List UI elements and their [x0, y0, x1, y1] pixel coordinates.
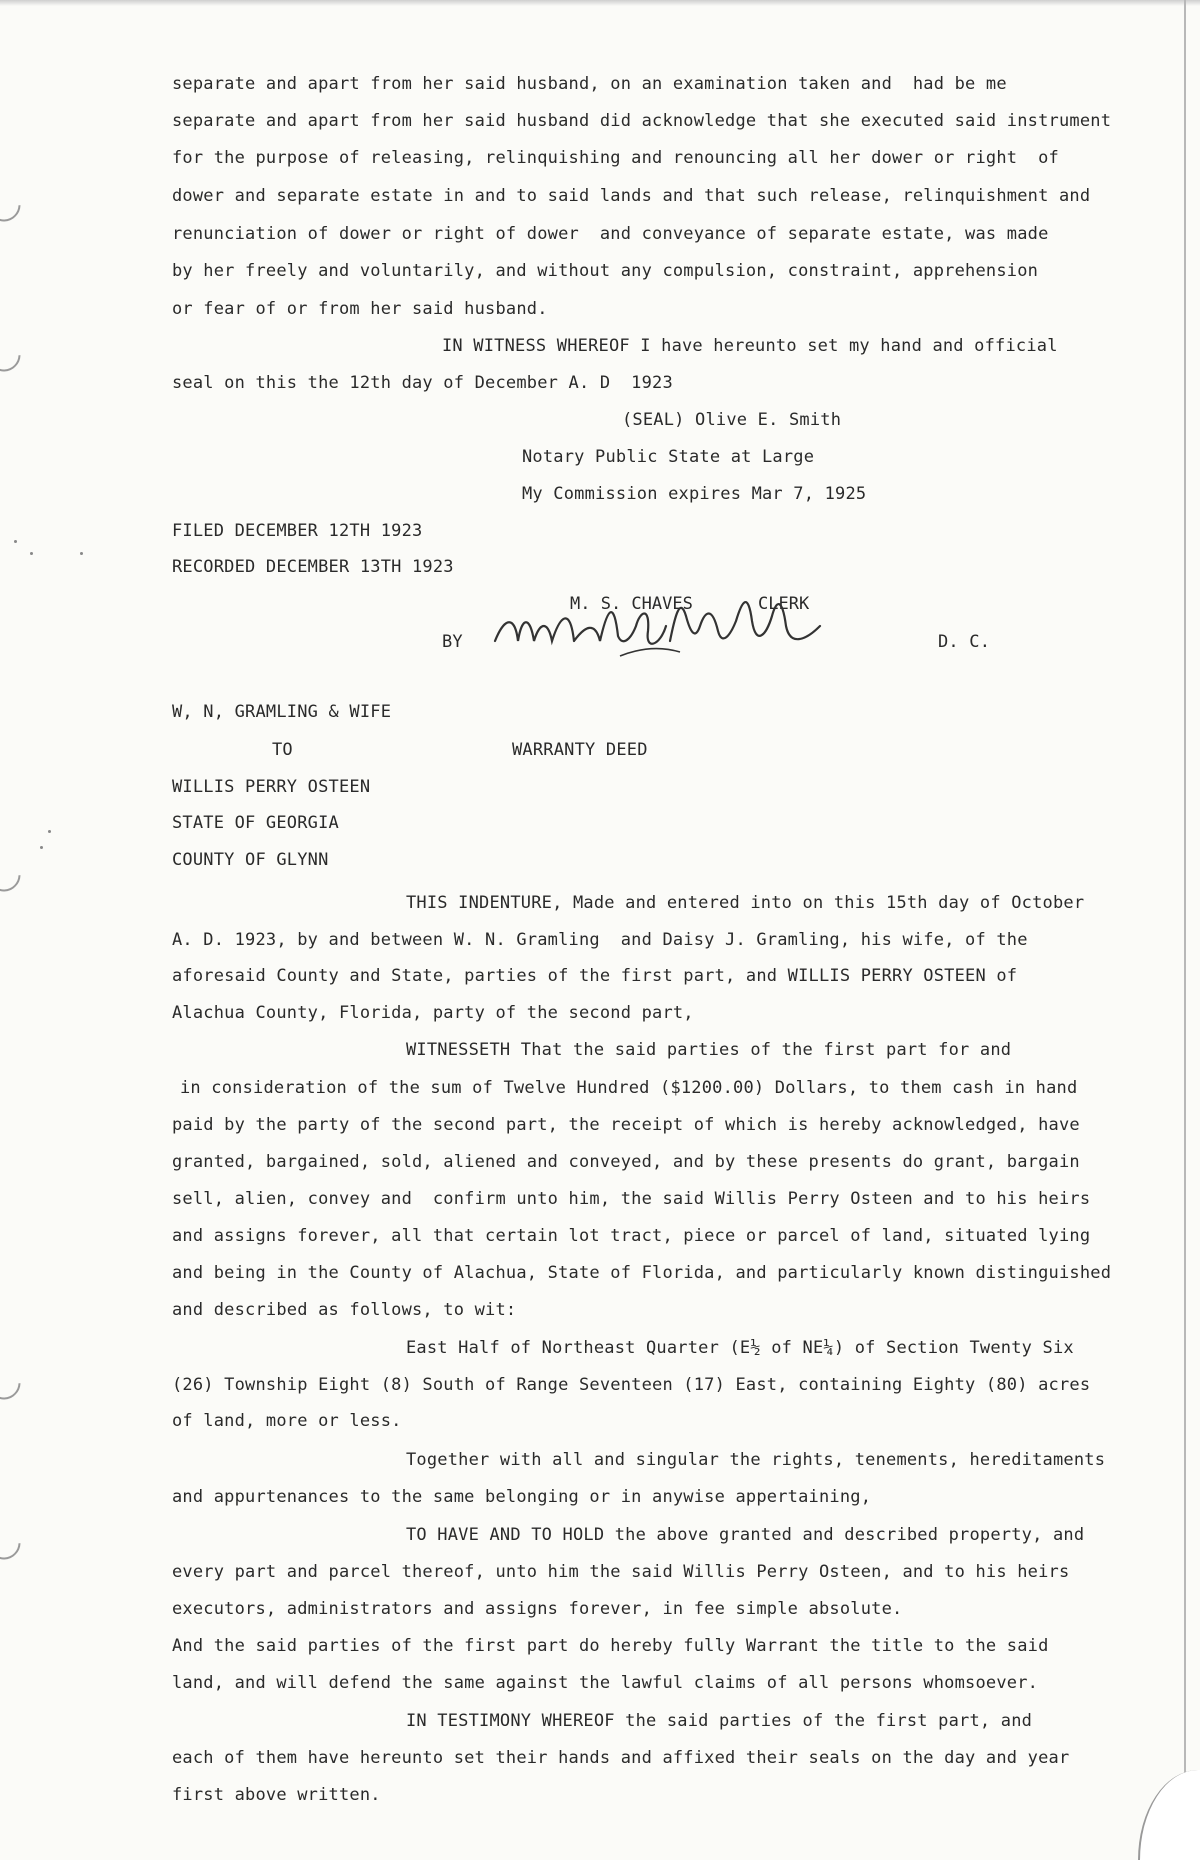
testimony-line: IN TESTIMONY WHEREOF the said parties of the first part, and: [406, 1711, 1033, 1731]
legal-description-line: of land, more or less.: [172, 1411, 402, 1431]
witnesseth-line: and described as follows, to wit:: [172, 1300, 517, 1320]
grantee-heading: WILLIS PERRY OSTEEN: [172, 777, 371, 797]
scan-speck: [40, 846, 43, 849]
grantor-heading: W, N, GRAMLING & WIFE: [172, 702, 392, 722]
appurtenances-line: and appurtenances to the same belonging or in anywise appertaining,: [172, 1487, 872, 1507]
legal-description-line: (26) Township Eight (8) South of Range Seventeen (17) East, containing Eighty (80) acres: [172, 1375, 1091, 1395]
witness-date: seal on this the 12th day of December A. D 1923: [172, 373, 673, 393]
county-heading: COUNTY OF GLYNN: [172, 850, 329, 870]
punch-hole-mark: [0, 184, 27, 228]
testimony-line: each of them have hereunto set their hands and affixed their seals on the day and year: [172, 1748, 1070, 1768]
witnesseth-line: and assigns forever, all that certain lot tract, piece or parcel of land, situated lying: [172, 1226, 1091, 1246]
witness-clause: IN WITNESS WHEREOF I have hereunto set my hand and official: [442, 336, 1058, 356]
to-label: TO: [272, 740, 293, 760]
punch-hole-mark: [0, 1522, 27, 1566]
witnesseth-line: paid by the party of the second part, the receipt of which is hereby acknowledged, have: [172, 1115, 1080, 1135]
habendum-line: executors, administrators and assigns forever, in fee simple absolute.: [172, 1599, 903, 1619]
appurtenances-line: Together with all and singular the rights, tenements, hereditaments: [406, 1450, 1106, 1470]
acknowledgment-line: for the purpose of releasing, relinquishing and renouncing all her dower or right of: [172, 148, 1059, 168]
notary-title: Notary Public State at Large: [522, 447, 815, 467]
witnesseth-line: in consideration of the sum of Twelve Hundred ($1200.00) Dollars, to them cash in hand: [180, 1078, 1078, 1098]
scan-speck: [48, 830, 51, 833]
scan-speck: [30, 552, 33, 555]
witnesseth-line: sell, alien, convey and confirm unto him, the said Willis Perry Osteen and to his heirs: [172, 1189, 1091, 1209]
witnesseth-line: granted, bargained, sold, aliened and conveyed, and by these presents do grant, bargain: [172, 1152, 1080, 1172]
by-label: BY: [442, 632, 463, 652]
habendum-line: TO HAVE AND TO HOLD the above granted and described property, and: [406, 1525, 1085, 1545]
acknowledgment-line: separate and apart from her said husband, on an examination taken and had be me: [172, 74, 1007, 94]
page-right-edge: [1184, 0, 1186, 1860]
witnesseth-line: WITNESSETH That the said parties of the first part for and: [406, 1040, 1012, 1060]
legal-description-line: East Half of Northeast Quarter (E½ of NE¼) of Section Twenty Six: [406, 1338, 1074, 1358]
scan-speck: [80, 552, 83, 555]
acknowledgment-line: or fear of or from her said husband.: [172, 299, 548, 319]
handwritten-signature: [490, 586, 830, 670]
acknowledgment-line: dower and separate estate in and to said lands and that such release, relinquishment and: [172, 186, 1091, 206]
deed-type: WARRANTY DEED: [512, 740, 648, 760]
notary-signature: (SEAL) Olive E. Smith: [622, 410, 842, 430]
notary-commission: My Commission expires Mar 7, 1925: [522, 484, 867, 504]
clerk-name: M. S. CHAVES: [570, 594, 693, 614]
indenture-line: THIS INDENTURE, Made and entered into on this 15th day of October: [406, 893, 1085, 913]
habendum-line: every part and parcel thereof, unto him the said Willis Perry Osteen, and to his heirs: [172, 1562, 1070, 1582]
punch-hole-mark: [0, 1362, 27, 1406]
deputy-clerk-label: D. C.: [938, 632, 991, 652]
acknowledgment-line: separate and apart from her said husband did acknowledge that she executed said instrument: [172, 111, 1112, 131]
recorded-date: RECORDED DECEMBER 13TH 1923: [172, 557, 454, 577]
indenture-line: A. D. 1923, by and between W. N. Gramling and Daisy J. Gramling, his wife, of the: [172, 930, 1028, 950]
witnesseth-line: and being in the County of Alachua, State of Florida, and particularly known distinguished: [172, 1263, 1112, 1283]
indenture-line: aforesaid County and State, parties of the first part, and WILLIS PERRY OSTEEN of: [172, 966, 1018, 986]
state-heading: STATE OF GEORGIA: [172, 813, 339, 833]
punch-hole-mark: [0, 854, 27, 898]
acknowledgment-line: by her freely and voluntarily, and without any compulsion, constraint, apprehension: [172, 261, 1039, 281]
clerk-title: CLERK: [758, 594, 810, 614]
indenture-line: Alachua County, Florida, party of the second part,: [172, 1003, 694, 1023]
filed-date: FILED DECEMBER 12TH 1923: [172, 521, 423, 541]
warranty-line: land, and will defend the same against the lawful claims of all persons whomsoever.: [172, 1673, 1039, 1693]
scan-speck: [14, 540, 17, 543]
page-top-edge: [0, 0, 1200, 6]
testimony-line: first above written.: [172, 1785, 381, 1805]
page-curled-corner: [1138, 1770, 1200, 1860]
warranty-line: And the said parties of the first part do hereby fully Warrant the title to the said: [172, 1636, 1049, 1656]
punch-hole-mark: [0, 334, 27, 378]
acknowledgment-line: renunciation of dower or right of dower and conveyance of separate estate, was made: [172, 224, 1049, 244]
